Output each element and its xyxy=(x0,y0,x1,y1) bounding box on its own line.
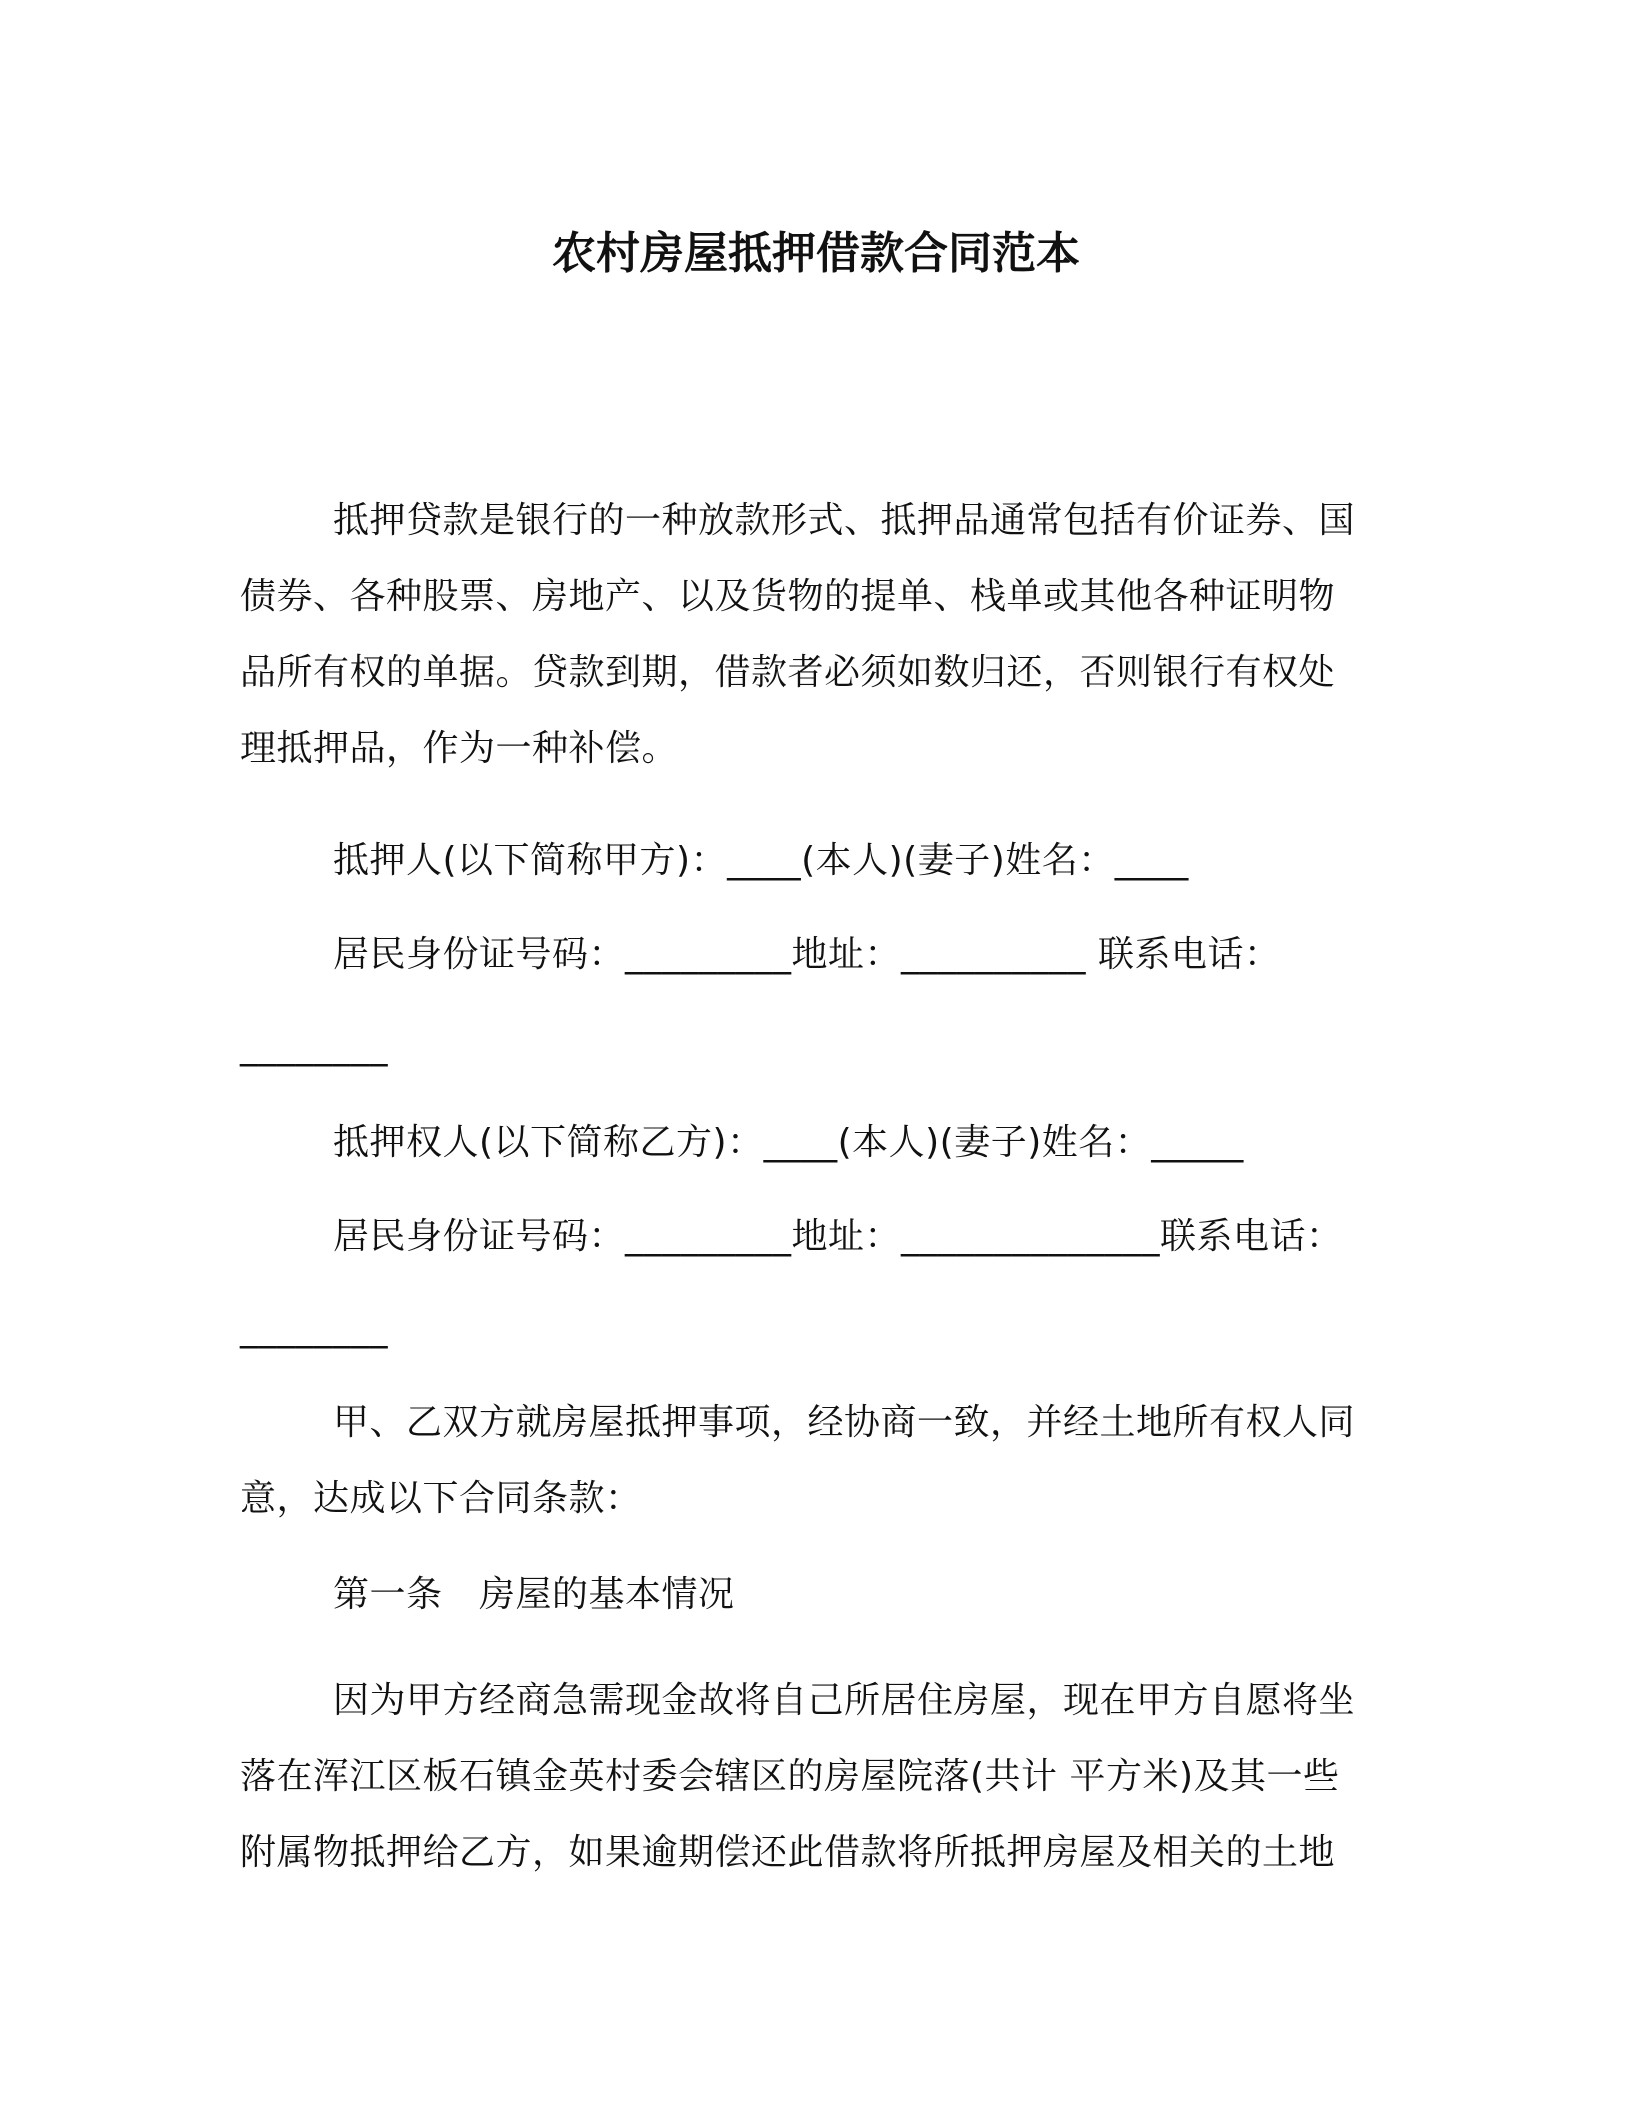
paragraph-intro-line-4: 理抵押品，作为一种补偿。 xyxy=(240,728,679,769)
mortgagor-phone-blank: ________ xyxy=(240,1026,388,1067)
mortgagee-phone-blank: ________ xyxy=(240,1308,388,1349)
paragraph-intro-line-3: 品所有权的单据。贷款到期，借款者必须如数归还，否则银行有权处 xyxy=(240,652,1336,693)
agreement-line-2: 意，达成以下合同条款： xyxy=(240,1478,642,1519)
article-1-heading: 第一条 房屋的基本情况 xyxy=(333,1574,735,1615)
mortgagee-id-address-phone-line: 居民身份证号码：_________地址：______________联系电话： xyxy=(333,1216,1343,1257)
agreement-line-1: 甲、乙双方就房屋抵押事项，经协商一致，并经土地所有权人同 xyxy=(333,1402,1356,1443)
article-1-line-3: 附属物抵押给乙方，如果逾期偿还此借款将所抵押房屋及相关的土地 xyxy=(240,1832,1336,1873)
article-1-line-2: 落在浑江区板石镇金英村委会辖区的房屋院落(共计 平方米)及其一些 xyxy=(240,1756,1340,1797)
paragraph-intro-line-1: 抵押贷款是银行的一种放款形式、抵押品通常包括有价证券、国 xyxy=(333,500,1356,541)
paragraph-intro-line-2: 债券、各种股票、房地产、以及货物的提单、栈单或其他各种证明物 xyxy=(240,576,1336,617)
article-1-line-1: 因为甲方经商急需现金故将自己所居住房屋，现在甲方自愿将坐 xyxy=(333,1680,1356,1721)
mortgagor-id-address-phone-line: 居民身份证号码：_________地址：__________ 联系电话： xyxy=(333,934,1281,975)
mortgagor-name-line: 抵押人(以下简称甲方)：____(本人)(妻子)姓名：____ xyxy=(333,840,1189,881)
mortgagee-name-line: 抵押权人(以下简称乙方)：____(本人)(妻子)姓名：_____ xyxy=(333,1122,1244,1163)
document-title: 农村房屋抵押借款合同范本 xyxy=(552,228,1080,279)
